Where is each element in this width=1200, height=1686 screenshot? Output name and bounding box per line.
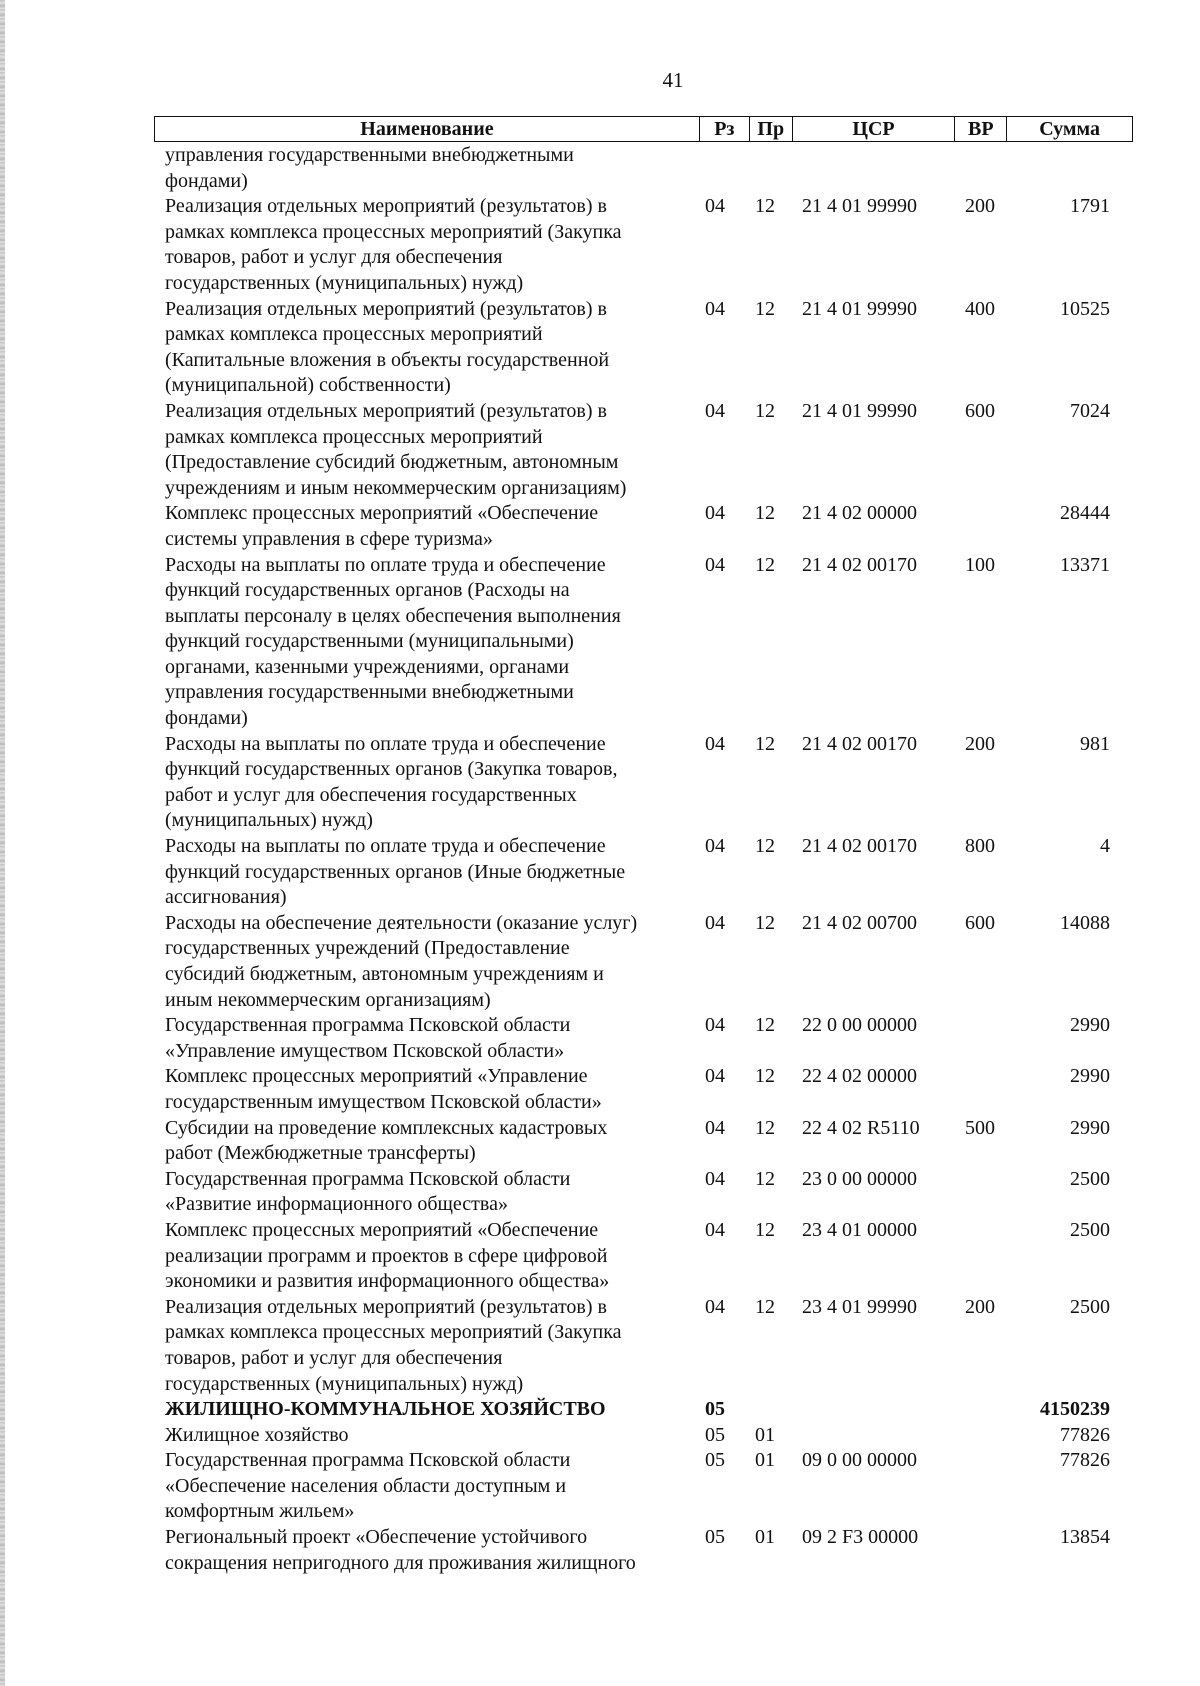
cell-rz: 04 <box>705 1218 725 1241</box>
cell-csr: 21 4 02 00170 <box>802 835 917 858</box>
cell-name: Государственная программа Псковской области «Развитие информационного общества» <box>165 1167 571 1216</box>
cell-pr: 12 <box>755 195 775 218</box>
cell-name: ЖИЛИЩНО-КОММУНАЛЬНОЕ ХОЗЯЙСТВО <box>165 1398 606 1421</box>
cell-csr: 21 4 02 00000 <box>802 502 917 525</box>
cell-vr: 600 <box>965 911 995 934</box>
cell-pr: 01 <box>755 1449 775 1472</box>
page-number: 41 <box>662 68 684 92</box>
cell-sum: 77826 <box>1060 1423 1110 1446</box>
cell-vr: 500 <box>965 1116 995 1139</box>
cell-sum: 2990 <box>1070 1065 1110 1088</box>
table-row <box>165 194 1125 296</box>
cell-pr: 12 <box>755 1116 775 1139</box>
cell-rz: 04 <box>705 1014 725 1037</box>
scan-edge <box>0 0 5 1686</box>
cell-rz: 05 <box>705 1449 725 1472</box>
cell-csr: 21 4 01 99990 <box>802 195 917 218</box>
cell-pr: 12 <box>755 911 775 934</box>
cell-sum: 10525 <box>1060 297 1110 320</box>
cell-rz: 05 <box>705 1398 725 1421</box>
cell-name: Реализация отдельных мероприятий (результатов) в рамках комплекса процессных мероприятий (Капитальные вложения в объекты государственной (муниципальной) собственности) <box>165 297 610 397</box>
cell-pr: 01 <box>755 1526 775 1549</box>
column-header-csr: ЦСР <box>793 117 956 141</box>
cell-sum: 7024 <box>1070 399 1110 422</box>
cell-rz: 04 <box>705 399 725 422</box>
cell-name: Реализация отдельных мероприятий (результатов) в рамках комплекса процессных мероприятий (Предоставление субсидий бюджетным, автономным учреждениям и иным некоммерческим организациям) <box>165 399 627 499</box>
cell-rz: 04 <box>705 835 725 858</box>
cell-sum: 4150239 <box>1040 1398 1110 1421</box>
table-row <box>165 1013 1125 1064</box>
cell-sum: 2990 <box>1070 1116 1110 1139</box>
table-body <box>165 143 1125 1576</box>
cell-csr: 21 4 02 00700 <box>802 911 917 934</box>
cell-csr: 22 4 02 00000 <box>802 1065 917 1088</box>
cell-sum: 13371 <box>1060 553 1110 576</box>
cell-csr: 21 4 01 99990 <box>802 399 917 422</box>
table-row <box>165 501 1125 552</box>
column-header-vr: ВР <box>955 117 1007 141</box>
cell-sum: 981 <box>1080 732 1110 755</box>
cell-csr: 09 2 F3 00000 <box>802 1526 919 1549</box>
cell-rz: 04 <box>705 1116 725 1139</box>
cell-sum: 2500 <box>1070 1218 1110 1241</box>
table-row <box>165 143 1125 194</box>
cell-name: Комплекс процессных мероприятий «Обеспечение системы управления в сфере туризма» <box>165 502 599 550</box>
table-row <box>165 399 1125 501</box>
cell-sum: 77826 <box>1060 1449 1110 1472</box>
cell-csr: 21 4 02 00170 <box>802 553 917 576</box>
cell-csr: 22 0 00 00000 <box>802 1014 917 1037</box>
cell-vr: 200 <box>965 1295 995 1318</box>
cell-vr: 600 <box>965 399 995 422</box>
table-row <box>165 732 1125 834</box>
cell-vr: 200 <box>965 732 995 755</box>
cell-csr: 21 4 02 00170 <box>802 732 917 755</box>
cell-csr: 22 4 02 R5110 <box>802 1116 920 1139</box>
cell-sum: 13854 <box>1060 1526 1110 1549</box>
table-row <box>165 1295 1125 1397</box>
cell-pr: 12 <box>755 399 775 422</box>
table-row <box>165 297 1125 399</box>
table-row <box>165 1397 1125 1423</box>
cell-rz: 04 <box>705 195 725 218</box>
cell-name: управления государственными внебюджетными фондами) <box>165 144 574 192</box>
cell-pr: 12 <box>755 1065 775 1088</box>
cell-pr: 12 <box>755 1014 775 1037</box>
cell-name: Комплекс процессных мероприятий «Обеспечение реализации программ и проектов в сфере цифровой экономики и развития информационного общества» <box>165 1218 610 1293</box>
column-header-name: Наименование <box>155 117 700 141</box>
cell-pr: 12 <box>755 1218 775 1241</box>
table-row <box>165 1218 1125 1295</box>
table-row <box>165 834 1125 911</box>
cell-rz: 04 <box>705 502 725 525</box>
cell-vr: 800 <box>965 835 995 858</box>
cell-sum: 1791 <box>1070 195 1110 218</box>
table-row <box>165 1423 1125 1449</box>
cell-name: Расходы на выплаты по оплате труда и обеспечение функций государственных органов (Закупка товаров, работ и услуг для обеспечения государственных (муниципальных) нужд) <box>165 732 618 832</box>
cell-sum: 2990 <box>1070 1014 1110 1037</box>
cell-sum: 28444 <box>1060 502 1110 525</box>
cell-name: Государственная программа Псковской области «Управление имуществом Псковской области» <box>165 1014 571 1062</box>
cell-rz: 04 <box>705 732 725 755</box>
cell-csr: 09 0 00 00000 <box>802 1449 917 1472</box>
cell-pr: 12 <box>755 502 775 525</box>
cell-rz: 04 <box>705 1167 725 1190</box>
cell-name: Расходы на выплаты по оплате труда и обеспечение функций государственных органов (Расходы на выплаты персоналу в целях обеспечения выполнения функций государственными (муниципальными) органами, казенными учреждениями, органами управления государственными внебюджетными фондами) <box>165 553 621 730</box>
table-row <box>165 553 1125 732</box>
cell-rz: 05 <box>705 1526 725 1549</box>
cell-csr: 23 4 01 00000 <box>802 1218 917 1241</box>
cell-rz: 04 <box>705 911 725 934</box>
cell-name: Расходы на обеспечение деятельности (оказание услуг) государственных учреждений (Предоставление субсидий бюджетным, автономным учреждениям и иным некоммерческим организациям) <box>165 911 638 1011</box>
cell-rz: 04 <box>705 1295 725 1318</box>
cell-pr: 12 <box>755 297 775 320</box>
cell-sum: 2500 <box>1070 1167 1110 1190</box>
cell-name: Жилищное хозяйство <box>165 1423 349 1446</box>
cell-sum: 4 <box>1100 835 1110 858</box>
table-row <box>165 1448 1125 1525</box>
cell-pr: 12 <box>755 835 775 858</box>
cell-name: Субсидии на проведение комплексных кадастровых работ (Межбюджетные трансферты) <box>165 1116 608 1165</box>
column-header-pr: Пр <box>750 117 793 141</box>
cell-sum: 2500 <box>1070 1295 1110 1318</box>
cell-name: Региональный проект «Обеспечение устойчивого сокращения непригодного для проживания жилищного <box>165 1526 636 1574</box>
column-header-rz: Рз <box>700 117 750 141</box>
cell-pr: 12 <box>755 1167 775 1190</box>
cell-rz: 04 <box>705 297 725 320</box>
table-row <box>165 1525 1125 1576</box>
table-row <box>165 1116 1125 1167</box>
cell-pr: 12 <box>755 553 775 576</box>
cell-rz: 05 <box>705 1423 725 1446</box>
cell-name: Комплекс процессных мероприятий «Управление государственным имуществом Псковской области» <box>165 1065 602 1113</box>
cell-pr: 12 <box>755 1295 775 1318</box>
table-row <box>165 1167 1125 1218</box>
table-header <box>154 116 1133 142</box>
cell-vr: 200 <box>965 195 995 218</box>
cell-sum: 14088 <box>1060 911 1110 934</box>
cell-name: Расходы на выплаты по оплате труда и обеспечение функций государственных органов (Иные бюджетные ассигнования) <box>165 835 626 909</box>
column-header-sum: Сумма <box>1039 118 1101 140</box>
cell-pr: 12 <box>755 732 775 755</box>
cell-name: Реализация отдельных мероприятий (результатов) в рамках комплекса процессных мероприятий (Закупка товаров, работ и услуг для обеспечения государственных (муниципальных) нужд) <box>165 195 622 294</box>
cell-csr: 23 0 00 00000 <box>802 1167 917 1190</box>
cell-rz: 04 <box>705 1065 725 1088</box>
cell-vr: 400 <box>965 297 995 320</box>
cell-csr: 23 4 01 99990 <box>802 1295 917 1318</box>
cell-pr: 01 <box>755 1423 775 1446</box>
table-row <box>165 911 1125 1013</box>
cell-name: Государственная программа Псковской области «Обеспечение населения области доступным и комфортным жильем» <box>165 1449 571 1523</box>
cell-rz: 04 <box>705 553 725 576</box>
table-row <box>165 1064 1125 1115</box>
cell-name: Реализация отдельных мероприятий (результатов) в рамках комплекса процессных мероприятий (Закупка товаров, работ и услуг для обеспечения государственных (муниципальных) нужд) <box>165 1295 622 1395</box>
cell-csr: 21 4 01 99990 <box>802 297 917 320</box>
cell-vr: 100 <box>965 553 995 576</box>
